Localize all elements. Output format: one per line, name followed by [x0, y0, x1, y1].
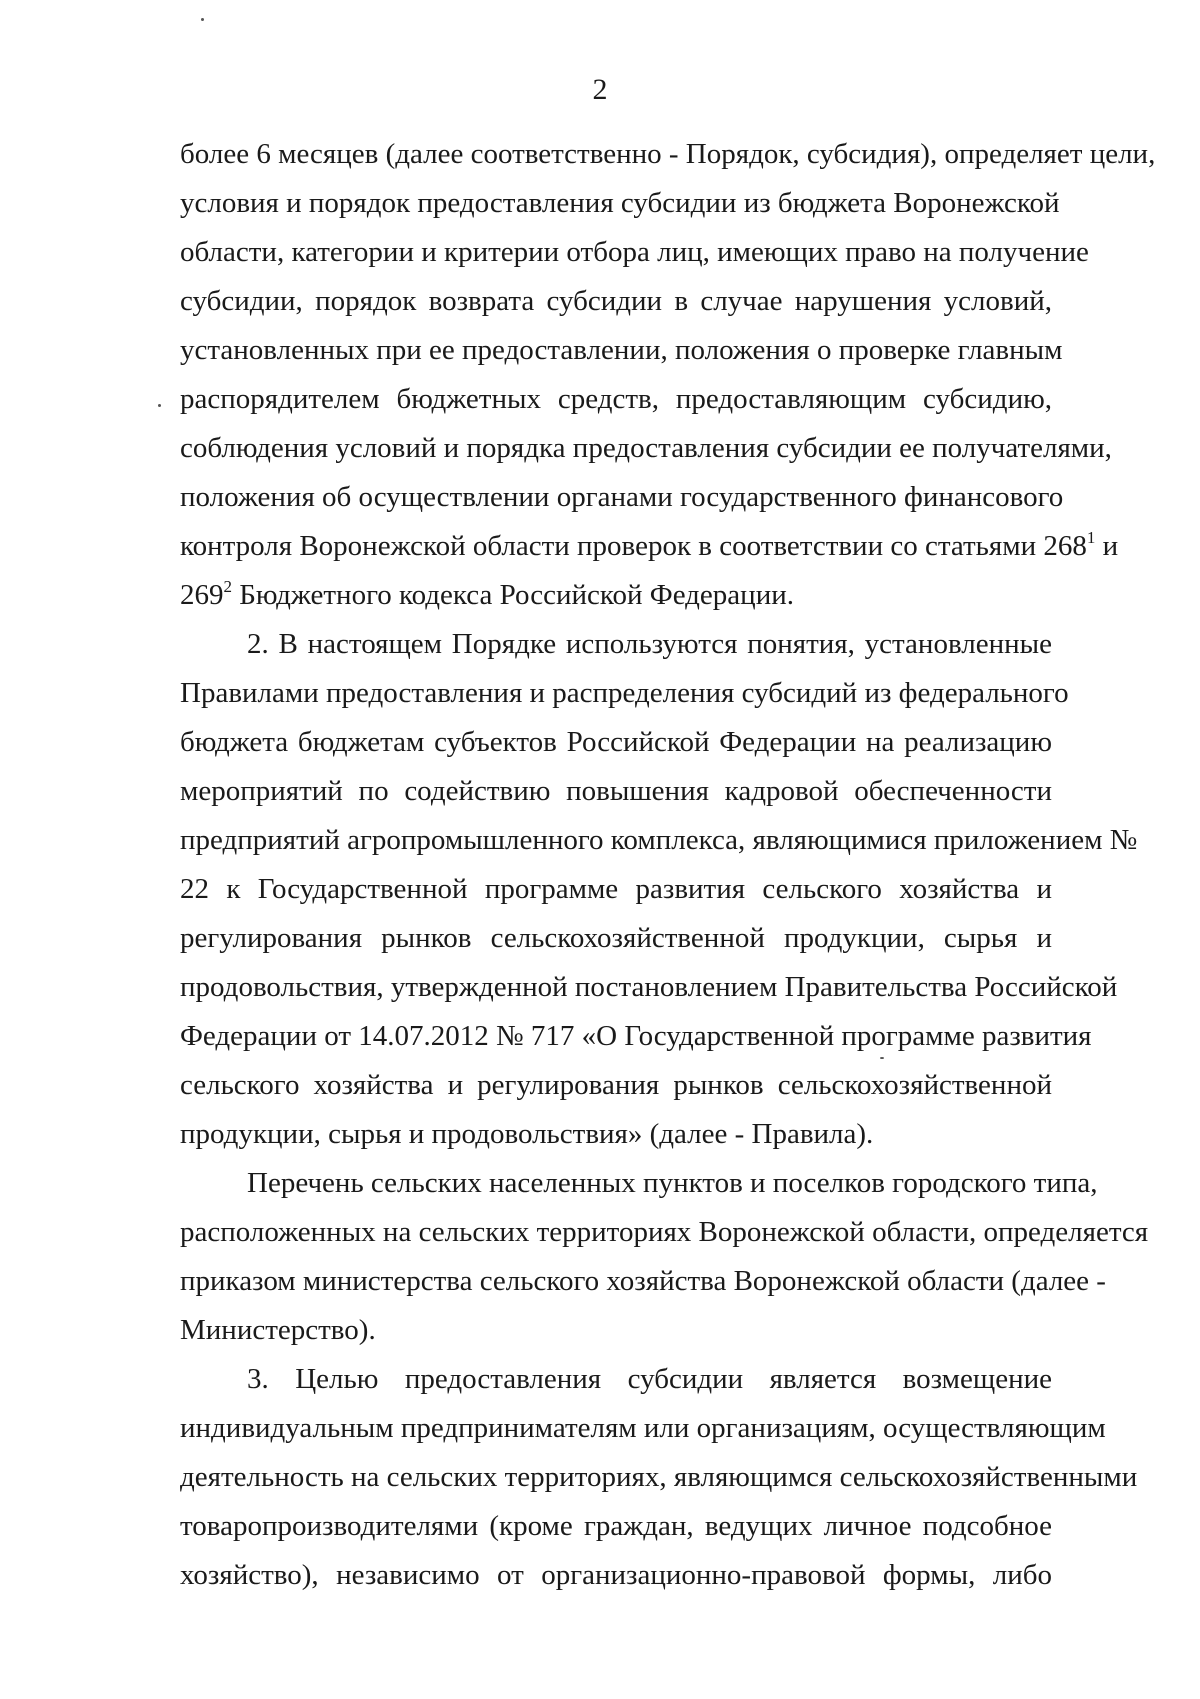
text-line: области, категории и критерии отбора лиц, имеющих право на получение	[180, 236, 1089, 268]
text-line: условия и порядок предоставления субсидии из бюджета Воронежской	[180, 187, 1060, 219]
page-number: 2	[592, 73, 608, 106]
document-body	[180, 130, 1156, 1600]
text-line: продукции, сырья и продовольствия» (далее - Правила).	[180, 1118, 874, 1150]
text-line: расположенных на сельских территориях Воронежской области, определяется	[180, 1216, 1149, 1248]
superscript: 1	[1086, 528, 1096, 548]
text-line: товаропроизводителями (кроме граждан, ведущих личное подсобное	[180, 1510, 1052, 1542]
text-line: субсидии, порядок возврата субсидии в случае нарушения условий,	[180, 285, 1052, 317]
text-line: продовольствия, утвержденной постановлением Правительства Российской	[180, 971, 1118, 1003]
text-line: индивидуальным предпринимателям или организациям, осуществляющим	[180, 1412, 1106, 1444]
text-line: Правилами предоставления и распределения субсидий из федерального	[180, 677, 1069, 709]
text-line: соблюдения условий и порядка предоставления субсидии ее получателями,	[180, 432, 1112, 464]
scan-speck	[158, 404, 161, 407]
text-line: приказом министерства сельского хозяйства Воронежской области (далее -	[180, 1265, 1106, 1297]
scan-speck	[201, 18, 204, 21]
text-line: Министерство).	[180, 1314, 376, 1346]
text-line: регулирования рынков сельскохозяйственной продукции, сырья и	[180, 922, 1052, 954]
text-line: предприятий агропромышленного комплекса, являющимися приложением №	[180, 824, 1138, 856]
text-line: более 6 месяцев (далее соответственно - Порядок, субсидия), определяет цели,	[180, 138, 1156, 170]
text-fragment: контроля Воронежской области проверок в соответствии со статьями 268	[180, 530, 1087, 562]
text-line-with-superscript	[180, 571, 1052, 620]
text-line: мероприятий по содействию повышения кадровой обеспеченности	[180, 775, 1052, 807]
text-fragment: 269	[180, 579, 224, 611]
text-fragment: Бюджетного кодекса Российской Федерации.	[239, 579, 794, 611]
text-line: хозяйство), независимо от организационно-правовой формы, либо	[180, 1559, 1052, 1591]
paragraph-first-line: 2. В настоящем Порядке используются понятия, установленные	[247, 628, 1052, 660]
paragraph-first-line: 3. Целью предоставления субсидии является возмещение	[247, 1363, 1052, 1395]
text-line: деятельность на сельских территориях, являющимся сельскохозяйственными	[180, 1461, 1138, 1493]
text-line-with-superscript	[180, 522, 1119, 571]
text-line: бюджета бюджетам субъектов Российской Федерации на реализацию	[180, 726, 1052, 758]
text-line: положения об осуществлении органами государственного финансового	[180, 481, 1064, 513]
text-line: Федерации от 14.07.2012 № 717 «О Государственной программе развития	[180, 1020, 1092, 1052]
text-line: распорядителем бюджетных средств, предоставляющим субсидию,	[180, 383, 1052, 415]
text-line: 22 к Государственной программе развития сельского хозяйства и	[180, 873, 1052, 905]
text-fragment: и	[1102, 530, 1119, 562]
superscript: 2	[223, 577, 232, 597]
paragraph-first-line: Перечень сельских населенных пунктов и поселков городского типа,	[247, 1167, 1098, 1199]
text-line: установленных при ее предоставлении, положения о проверке главным	[180, 334, 1063, 366]
text-line: сельского хозяйства и регулирования рынков сельскохозяйственной	[180, 1069, 1052, 1101]
